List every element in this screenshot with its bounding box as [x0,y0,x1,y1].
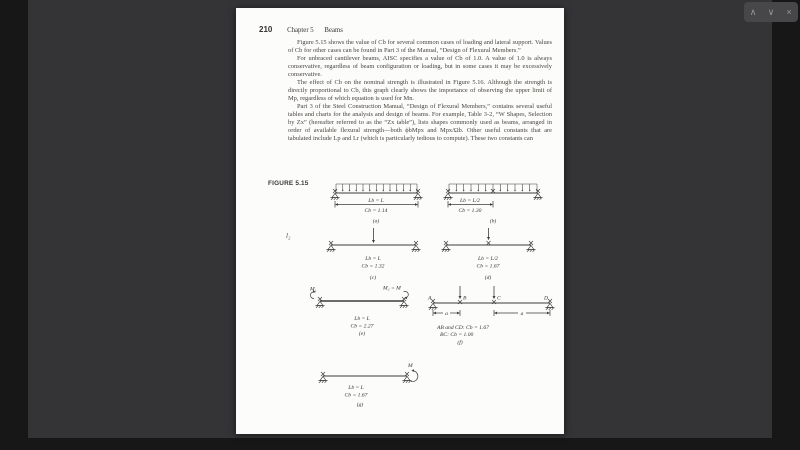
paragraph-4: Part 3 of the Steel Construction Manual, “Design of Flexural Members,” contains several useful tables and charts for the analysis and design of beams. For example, Table 3-2, “W Shapes, Selection by Zx” (hereafter referred to as the “Zx table”), lists shapes commonly used as beams, arranged in order of available flexural strength—both ϕbMpx and Mpx/Ωb. Other useful constants that are tabulated include Lp and Lr (which is particularly tedious to compute). These two constants can [288,103,552,142]
caption-c: (c) [369,275,377,281]
bottom-letterbox [0,438,800,450]
caption-a: (a) [372,218,380,225]
diagram-g [318,363,417,408]
paragraph-2: For unbraced cantilever beams, AISC specifies a value of Cb of 1.0. A value of 1.0 is always conservative, regardless of beam configuration or loading, but in some cases it may be excessively conservative. [288,55,552,78]
dim-left-label: a [445,311,448,317]
diagram-c [326,228,420,281]
caption-g: (g) [356,402,364,408]
body-text [288,39,552,143]
moment-g-label: M [408,363,413,369]
point-c-label: C [497,295,501,302]
caption-b: (b) [489,218,497,225]
paragraph-1: Figure 5.15 shows the value of Cb for several common cases of loading and lateral support. Values of Cb for other cases can be found in Part 3 of the Manual, “Design of Flexural Members.” [288,39,552,54]
cb-label-c: Cb = 1.32 [361,263,385,270]
caption-d: (d) [484,275,492,281]
paragraph-3: The effect of Cb on the nominal strength is illustrated in Figure 5.16. Although the strength is directly proportional to Cb, this graph clearly shows the importance of observing the upper limit of Mp, regardless of which equation is used for Mn. [288,79,552,102]
caption-e: (e) [358,331,366,337]
dim-label-b: Lb = L/2 [460,198,480,204]
dim-label-g: Lb = L [348,385,364,391]
dim-label-d: Lb = L/2 [478,256,498,262]
cb-label-b: Cb = 1.30 [458,208,482,214]
diagram-d [441,228,535,281]
right-letterbox [772,0,800,450]
close-icon[interactable]: × [786,7,792,17]
left-letterbox [0,0,28,450]
cb-label-a: Cb = 1.14 [364,208,388,214]
cb-label-e: Cb = 2.27 [350,323,374,330]
diagram-f [427,286,555,346]
cb-label-d: Cb = 1.67 [476,263,500,270]
chevron-down-icon[interactable]: ∨ [767,7,775,17]
dim-label-c: Lb = L [365,256,381,262]
figure-5-15 [236,178,564,434]
chapter-label: Chapter 5 [287,27,314,34]
document-page [236,8,564,434]
section-label: Beams [324,27,343,34]
page-number: 210 [259,25,273,34]
chevron-up-icon[interactable]: ∧ [749,7,757,17]
moment-right-label: M₂ = M [383,285,401,292]
dim-label-e: Lb = L [354,316,370,322]
moment-left-label: M₁ [310,286,317,293]
point-b-label: B [463,295,467,302]
diagram-a [330,184,422,225]
figure-label: FIGURE 5.15 [268,180,309,187]
cb-label-g: Cb = 1.67 [344,392,368,399]
cb-label-f1: AB and CD: Cb = 1.67 [437,325,489,331]
page-header [259,25,343,34]
point-a-label: A [428,295,432,302]
point-d-label: D [544,295,549,302]
floating-toolbar [744,2,798,22]
cb-label-f2: BC: Cb = 1.00 [440,332,474,338]
diagram-e [309,286,409,338]
caption-f: (f) [457,340,463,346]
dim-right-label: a [520,311,524,317]
handwritten-annotation: l₂ [286,232,291,240]
dim-label-a: Lb = L [368,198,384,204]
diagram-b [443,184,542,225]
